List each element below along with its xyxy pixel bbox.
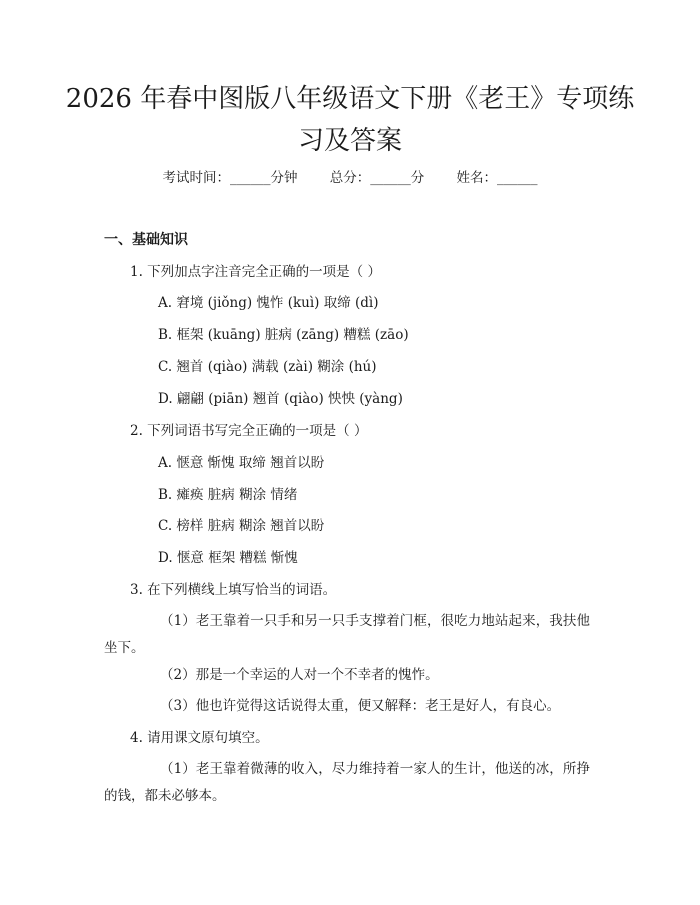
q2-option-c: C. 榜样 脏病 糊涂 翘首以盼: [158, 518, 325, 534]
q2-option-d: D. 惬意 框架 糟糕 惭愧: [158, 550, 298, 566]
document-title: 2026 年春中图版八年级语文下册《老王》专项练习及答案: [65, 84, 635, 156]
q3-item-1: （1）老王靠着一只手和另一只手支撑着门框，很吃力地站起来，我扶他坐下。: [104, 613, 590, 656]
q1-option-b: B. 框架 (kuāng) 脏病 (zāng) 糟糕 (zāo): [158, 327, 409, 343]
exam-time-field: 考试时间：______分钟: [162, 170, 298, 186]
question-4-stem: 4. 请用课文原句填空。: [130, 730, 269, 746]
q1-option-a: A. 窘境 (jiǒng) 愧怍 (kuì) 取缔 (dì): [158, 295, 379, 311]
q1-option-d: D. 翩翩 (piān) 翘首 (qiào) 怏怏 (yàng): [158, 391, 403, 407]
question-3-stem: 3. 在下列横线上填写恰当的词语。: [130, 582, 337, 598]
q1-option-c: C. 翘首 (qiào) 满载 (zài) 糊涂 (hú): [158, 359, 377, 375]
q3-item-3: （3）他也许觉得这话说得太重，便又解释：老王是好人，有良心。: [160, 698, 561, 714]
q4-item-1: （1）老王靠着微薄的收入，尽力维持着一家人的生计，他送的冰，所挣的钱，都未必够本。: [104, 761, 590, 804]
question-2-stem: 2. 下列词语书写完全正确的一项是（ ）: [130, 423, 368, 439]
q3-item-2: （2）那是一个幸运的人对一个不幸者的愧怍。: [160, 667, 439, 683]
q2-option-b: B. 瘫痪 脏病 糊涂 情绪: [158, 487, 298, 503]
student-name-field: 姓名：______: [456, 170, 538, 186]
total-score-field: 总分：______分: [329, 170, 425, 186]
question-1-stem: 1. 下列加点字注音完全正确的一项是（ ）: [130, 264, 381, 280]
q2-option-a: A. 惬意 惭愧 取缔 翘首以盼: [158, 455, 325, 471]
section-heading: 一、基础知识: [104, 232, 188, 248]
exam-info-line: [0, 168, 700, 188]
